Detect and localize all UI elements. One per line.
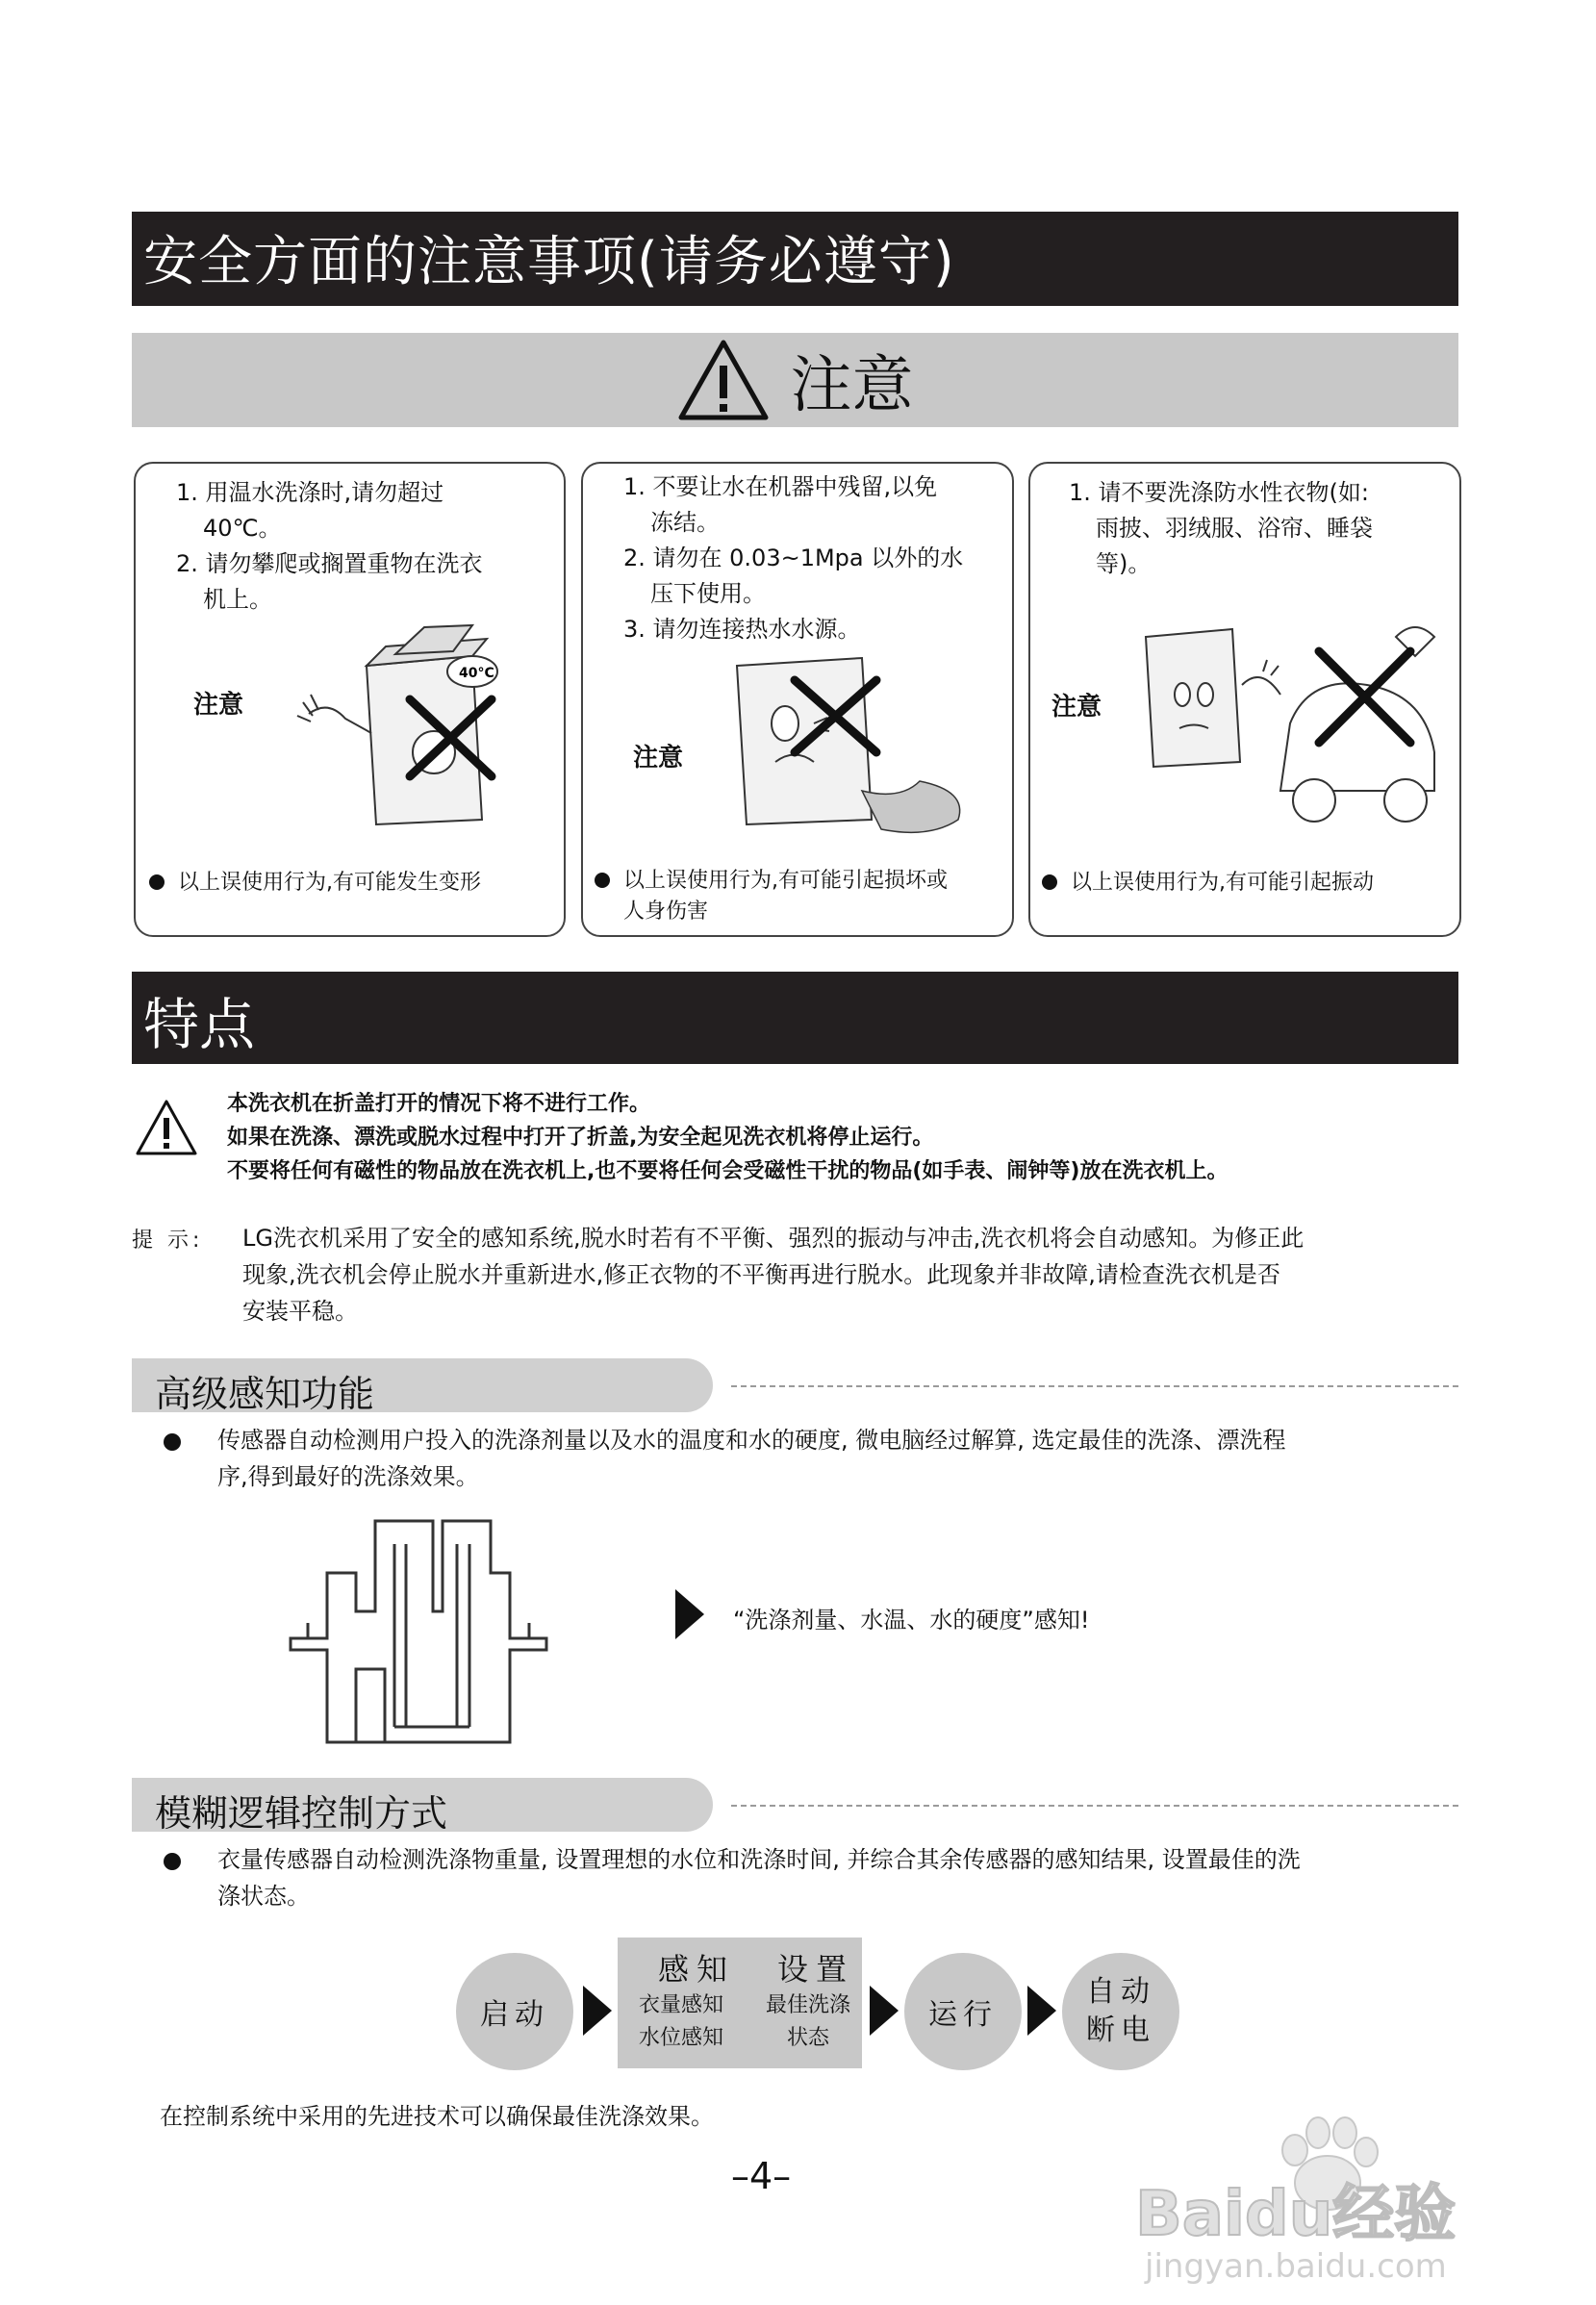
panel-2-list [623,469,963,647]
section-title-safety-text: 安全方面的注意事项(请务必遵守) [143,231,955,293]
caution-panel-3 [1028,462,1461,937]
panel-2-item: 压下使用。 [650,580,766,607]
washer-climbing-illustration [290,608,540,829]
panel-3-item: 雨披、羽绒服、浴帘、睡袋 [1096,515,1373,542]
panel-3-item: 1. 请不要洗涤防水性衣物(如: [1069,479,1369,506]
watermark-brand: Baidu经验 [1135,2179,1457,2250]
sensing-caption: “洗涤剂量、水温、水的硬度”感知! [733,1607,1090,1634]
section-title-safety [132,212,1458,306]
flow-sense-set-box [618,1938,862,2068]
bullet-icon [149,874,165,890]
fuzzy-line: 涤状态。 [217,1883,310,1910]
sensing-line: 序,得到最好的洗涤效果。 [217,1463,479,1490]
caution-panel-1 [134,462,566,937]
section-title-features-text: 特点 [143,992,256,1057]
feature-warning: 如果在洗涤、漂洗或脱水过程中打开了折盖,为安全起见洗衣机将停止运行。 [227,1126,934,1150]
panel-2-warning-text: 以上误使用行为,有可能引起损坏或 [623,869,948,893]
sensor-diagram [289,1515,548,1746]
flow-auto-off-line: 断电 [1086,2014,1155,2047]
caution-banner [132,333,1458,427]
flow-set-item: 状态 [786,2026,829,2050]
flow-sense-header: 感知 [658,1951,736,1988]
panel-1-item: 1. 用温水洗涤时,请勿超过 [176,479,444,506]
flow-sense-items [639,1989,723,2055]
bullet-icon [164,1433,181,1451]
flow-sense-item: 水位感知 [639,2026,724,2050]
panel-2-item: 冻结。 [650,509,720,536]
flow-sense-item: 衣量感知 [639,1993,724,2017]
watermark-url: jingyan.baidu.com [1145,2247,1447,2286]
section-title-features [132,972,1458,1064]
washer-water-illustration [718,646,997,858]
section-fuzzy-title: 模糊逻辑控制方式 [155,1792,448,1835]
panel-3-warning-text: 以上误使用行为,有可能引起振动 [1071,871,1374,895]
hint-line: LG洗衣机采用了安全的感知系统,脱水时若有不平衡、强烈的振动与冲击,洗衣机将会自动感知。为修正此 [242,1225,1305,1252]
washer-raincoat-illustration [1127,608,1454,829]
panel-2-item: 2. 请勿在 0.03~1Mpa 以外的水 [623,545,964,571]
flow-start: 启动 [456,1953,573,2070]
panel-2-item: 1. 不要让水在机器中残留,以免 [623,473,938,500]
section-pill-sensing [132,1358,713,1415]
arrow-right-icon [870,1986,899,2036]
figure-temp-label: 40°C [459,666,494,681]
dashed-divider [731,1385,1458,1387]
warning-triangle-small-icon [135,1099,198,1156]
fuzzy-line: 衣量传感器自动检测洗涤物重量, 设置理想的水位和洗涤时间, 并综合其余传感器的感知结果, 设置最佳的洗 [217,1846,1301,1873]
caution-panel-2 [581,462,1014,937]
arrow-right-icon [675,1589,704,1639]
panel-1-list [176,475,483,618]
flow-auto-off [1062,1953,1179,2070]
dashed-divider [731,1805,1458,1807]
panel-3-item: 等)。 [1096,550,1152,577]
feature-warning: 不要将任何有磁性的物品放在洗衣机上,也不要将任何会受磁性干扰的物品(如手表、闹钟等)放在洗衣机上。 [227,1159,1229,1183]
hint-text [242,1220,1455,1330]
bullet-icon [1042,874,1057,890]
feature-warning: 本洗衣机在折盖打开的情况下将不进行工作。 [227,1092,651,1116]
fuzzy-paragraph [217,1841,1458,1914]
page-number: –4– [731,2155,792,2197]
sensing-line: 传感器自动检测用户投入的洗涤剂量以及水的温度和水的硬度, 微电脑经过解算, 选定最佳的洗涤、漂洗程 [217,1427,1286,1454]
flow-set-header: 设置 [777,1951,855,1988]
panel-1-item: 2. 请勿攀爬或搁置重物在洗衣 [176,550,483,577]
panel-1-item: 机上。 [203,586,272,613]
panel-3-note-label: 注意 [1051,693,1102,722]
panel-3-list [1069,475,1373,582]
arrow-right-icon [1027,1986,1056,2036]
flow-set-item: 最佳洗涤 [765,1993,850,2017]
section-sensing-title: 高级感知功能 [155,1373,375,1415]
panel-2-warning-text: 人身伤害 [623,899,709,924]
bullet-icon [595,873,610,888]
flow-set-items [762,1989,854,2055]
panel-1-warning [149,868,481,899]
panel-1-warning-text: 以上误使用行为,有可能发生变形 [178,871,481,895]
hint-line: 安装平稳。 [242,1298,358,1325]
caution-word: 注意 [790,350,914,421]
section-pill-fuzzy [132,1778,713,1835]
warning-triangle-icon [677,339,770,421]
flow-run: 运行 [904,1953,1022,2070]
panel-2-note-label: 注意 [633,744,684,773]
flow-auto-off-line: 自动 [1086,1975,1155,2009]
bullet-icon [164,1853,181,1870]
sensing-paragraph [217,1422,1458,1495]
hint-line: 现象,洗衣机会停止脱水并重新进水,修正衣物的不平衡再进行脱水。此现象并非故障,请检查洗衣机是否 [242,1261,1280,1288]
panel-2-item: 3. 请勿连接热水水源。 [623,616,861,643]
panel-1-note-label: 注意 [193,691,244,720]
hint-label: 提 示: [132,1228,204,1253]
fuzzy-footer: 在控制系统中采用的先进技术可以确保最佳洗涤效果。 [160,2103,714,2130]
panel-1-item: 40℃。 [203,515,282,542]
panel-2-warning [595,866,948,927]
arrow-right-icon [583,1986,612,2036]
panel-3-warning [1042,868,1374,899]
